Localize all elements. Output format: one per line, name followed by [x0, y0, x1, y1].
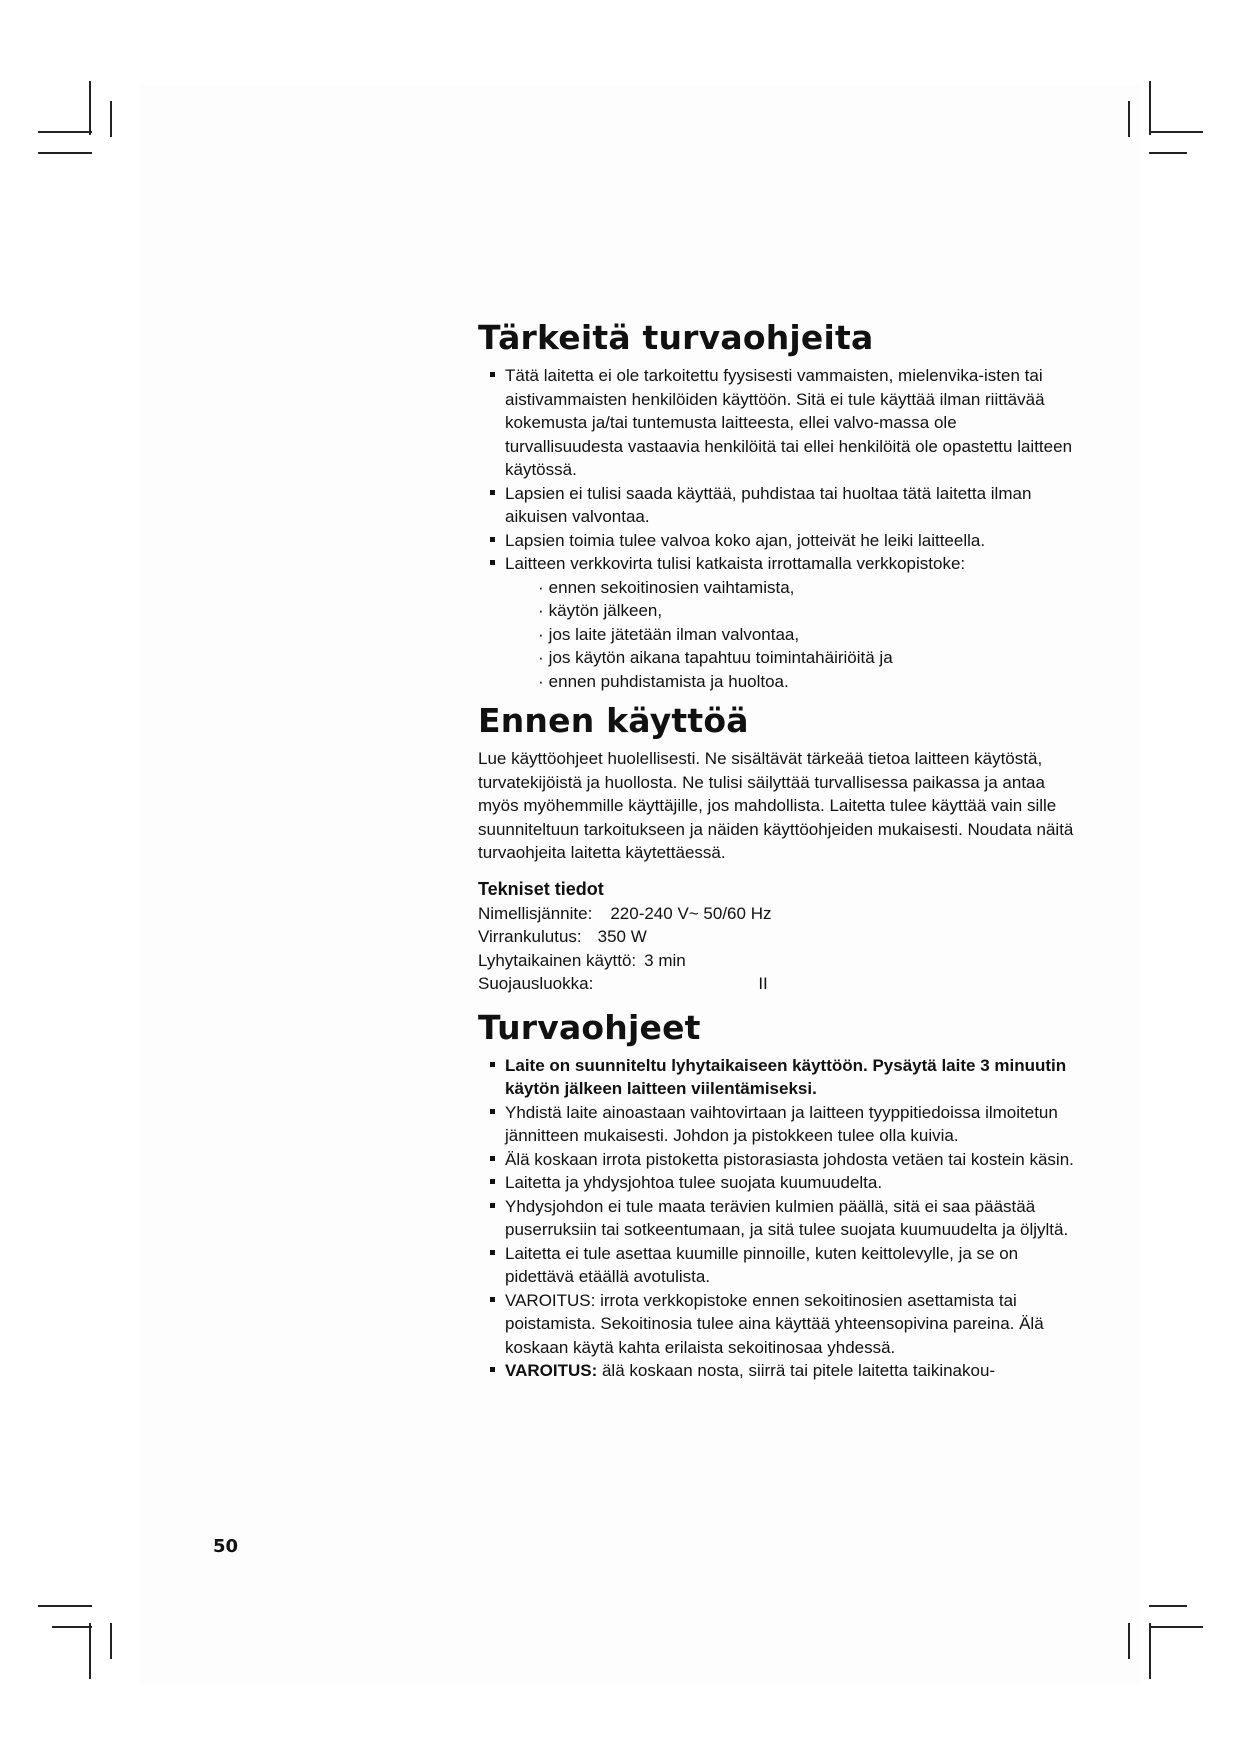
- list-item: [478, 552, 1078, 693]
- spec-row: [478, 925, 1078, 949]
- spec-label: Virrankulutus:: [478, 927, 582, 946]
- section-title-safety: Tärkeitä turvaohjeita: [478, 318, 874, 357]
- sub-list-item-text: jos käytön aikana tapahtuu toimintahäiriöitä ja: [548, 648, 893, 667]
- warning-label: VAROITUS:: [505, 1361, 598, 1380]
- crop-mark: [89, 81, 91, 135]
- crop-mark: [89, 1623, 91, 1679]
- list-item: Älä koskaan irrota pistoketta pistorasiasta johdosta vetäen tai kostein käsin.: [478, 1148, 1078, 1172]
- spec-value: II: [758, 974, 768, 993]
- list-item-text: Laitteen verkkovirta tulisi katkaista irrottamalla verkkopistoke:: [505, 554, 966, 573]
- spec-label: Lyhytaikainen käyttö:: [478, 950, 637, 970]
- sub-list: [505, 576, 1078, 694]
- crop-mark: [1149, 81, 1151, 135]
- crop-mark: [38, 1605, 92, 1607]
- crop-mark: [110, 1623, 112, 1659]
- section-title-instructions: Turvaohjeet: [478, 1007, 701, 1047]
- list-item: Tätä laitetta ei ole tarkoitettu fyysisesti vammaisten, mielenvika-isten tai aistivammaisten henkilöiden käyttöön. Sitä ei tule käyttää ilman riittävää kokemusta ja/tai tuntemusta laitteesta, ellei valvo-massa ole turvallisuudesta vastaavia henkilöitä tai ellei henkilöitä ole opastettu laitteen käytössä.: [478, 364, 1078, 482]
- list-item-text: älä koskaan nosta, siirrä tai pitele laitetta taikinakou-: [597, 1361, 996, 1380]
- list-item: VAROITUS: irrota verkkopistoke ennen sekoitinosien asettamista tai poistamista. Sekoitinosia tulee aina käyttää yhteensopivina pareina. Älä koskaan käytä kahta erilaista sekoitinosaa yhdessä.: [478, 1289, 1078, 1360]
- list-item: Laite on suunniteltu lyhytaikaiseen käyttöön. Pysäytä laite 3 minuutin käytön jälkeen laitteen viilentämiseksi.: [478, 1054, 1078, 1101]
- sub-list-item-text: ennen sekoitinosien vaihtamista,: [548, 577, 795, 597]
- crop-mark: [38, 152, 92, 154]
- list-item: Laitetta ja yhdysjohtoa tulee suojata kuumuudelta.: [478, 1171, 1078, 1195]
- specs-title: Tekniset tiedot: [478, 878, 604, 899]
- crop-mark: [1149, 1605, 1187, 1607]
- sub-list-item: · käytön jälkeen,: [538, 601, 663, 620]
- spec-label: Nimellisjännite:: [478, 903, 593, 923]
- list-item: Laitetta ei tule asettaa kuumille pinnoille, kuten keittolevylle, ja se on pidettävä etäällä avotulista.: [478, 1242, 1078, 1289]
- crop-mark: [110, 101, 112, 137]
- sub-list-item-text: jos laite jätetään ilman valvontaa,: [548, 624, 800, 644]
- crop-mark: [1128, 1623, 1130, 1659]
- spec-row: [478, 972, 1078, 996]
- sub-list-item: · jos laite jätetään ilman valvontaa,: [538, 624, 800, 644]
- instructions-list: [478, 1054, 1078, 1383]
- section-title-before-use: Ennen käyttöä: [478, 701, 749, 740]
- sub-list-item-text: ennen puhdistamista ja huoltoa.: [548, 671, 789, 691]
- crop-mark: [1149, 1623, 1151, 1679]
- spec-row: [478, 949, 1078, 973]
- crop-mark: [1149, 1626, 1203, 1628]
- crop-mark: [38, 131, 92, 133]
- before-use-paragraph: Lue käyttöohjeet huolellisesti. Ne sisältävät tärkeää tietoa laitteen käytöstä, turvatekijöistä ja huollosta. Ne tulisi säilyttää turvallisessa paikassa ja antaa myös myöhemmille käyttäjille, jos mahdollista. Laitetta tulee käyttää vain sille suunniteltuun tarkoitukseen ja näiden käyttöohjeiden mukaisesti. Noudata näitä turvaohjeita laitetta käytettäessä.: [478, 749, 1074, 862]
- page-number: 50: [213, 1536, 239, 1557]
- sub-list-item: · jos käytön aikana tapahtuu toimintahäiriöitä ja: [538, 648, 893, 667]
- spec-value: 220-240 V~ 50/60 Hz: [610, 903, 772, 923]
- crop-mark: [1149, 152, 1187, 154]
- crop-mark: [1128, 101, 1130, 137]
- list-item: [478, 1359, 1078, 1383]
- crop-mark: [52, 1626, 92, 1628]
- safety-list: [478, 364, 1078, 693]
- spec-value: 350 W: [597, 927, 647, 946]
- sub-list-item: · ennen sekoitinosien vaihtamista,: [538, 577, 795, 597]
- spec-label: Suojausluokka:: [478, 974, 594, 993]
- spec-row: [478, 902, 1078, 926]
- list-item: Yhdysjohdon ei tule maata terävien kulmien päällä, sitä ei saa päästää puserruksiin tai sotkeentumaan, ja sitä tulee suojata kuumuudelta ja öljyltä.: [478, 1195, 1078, 1242]
- sub-list-item-text: käytön jälkeen,: [548, 601, 663, 620]
- list-item: Yhdistä laite ainoastaan vaihtovirtaan ja laitteen tyyppitiedoissa ilmoitetun jännitteen mukaisesti. Johdon ja pistokkeen tulee olla kuivia.: [478, 1101, 1078, 1148]
- sub-list-item: · ennen puhdistamista ja huoltoa.: [538, 671, 789, 691]
- spec-value: 3 min: [644, 950, 686, 970]
- list-item: Lapsien toimia tulee valvoa koko ajan, jotteivät he leiki laitteella.: [478, 529, 1078, 553]
- page-content: [478, 318, 1078, 1383]
- list-item: Lapsien ei tulisi saada käyttää, puhdistaa tai huoltaa tätä laitetta ilman aikuisen valvontaa.: [478, 482, 1078, 529]
- crop-mark: [1149, 131, 1203, 133]
